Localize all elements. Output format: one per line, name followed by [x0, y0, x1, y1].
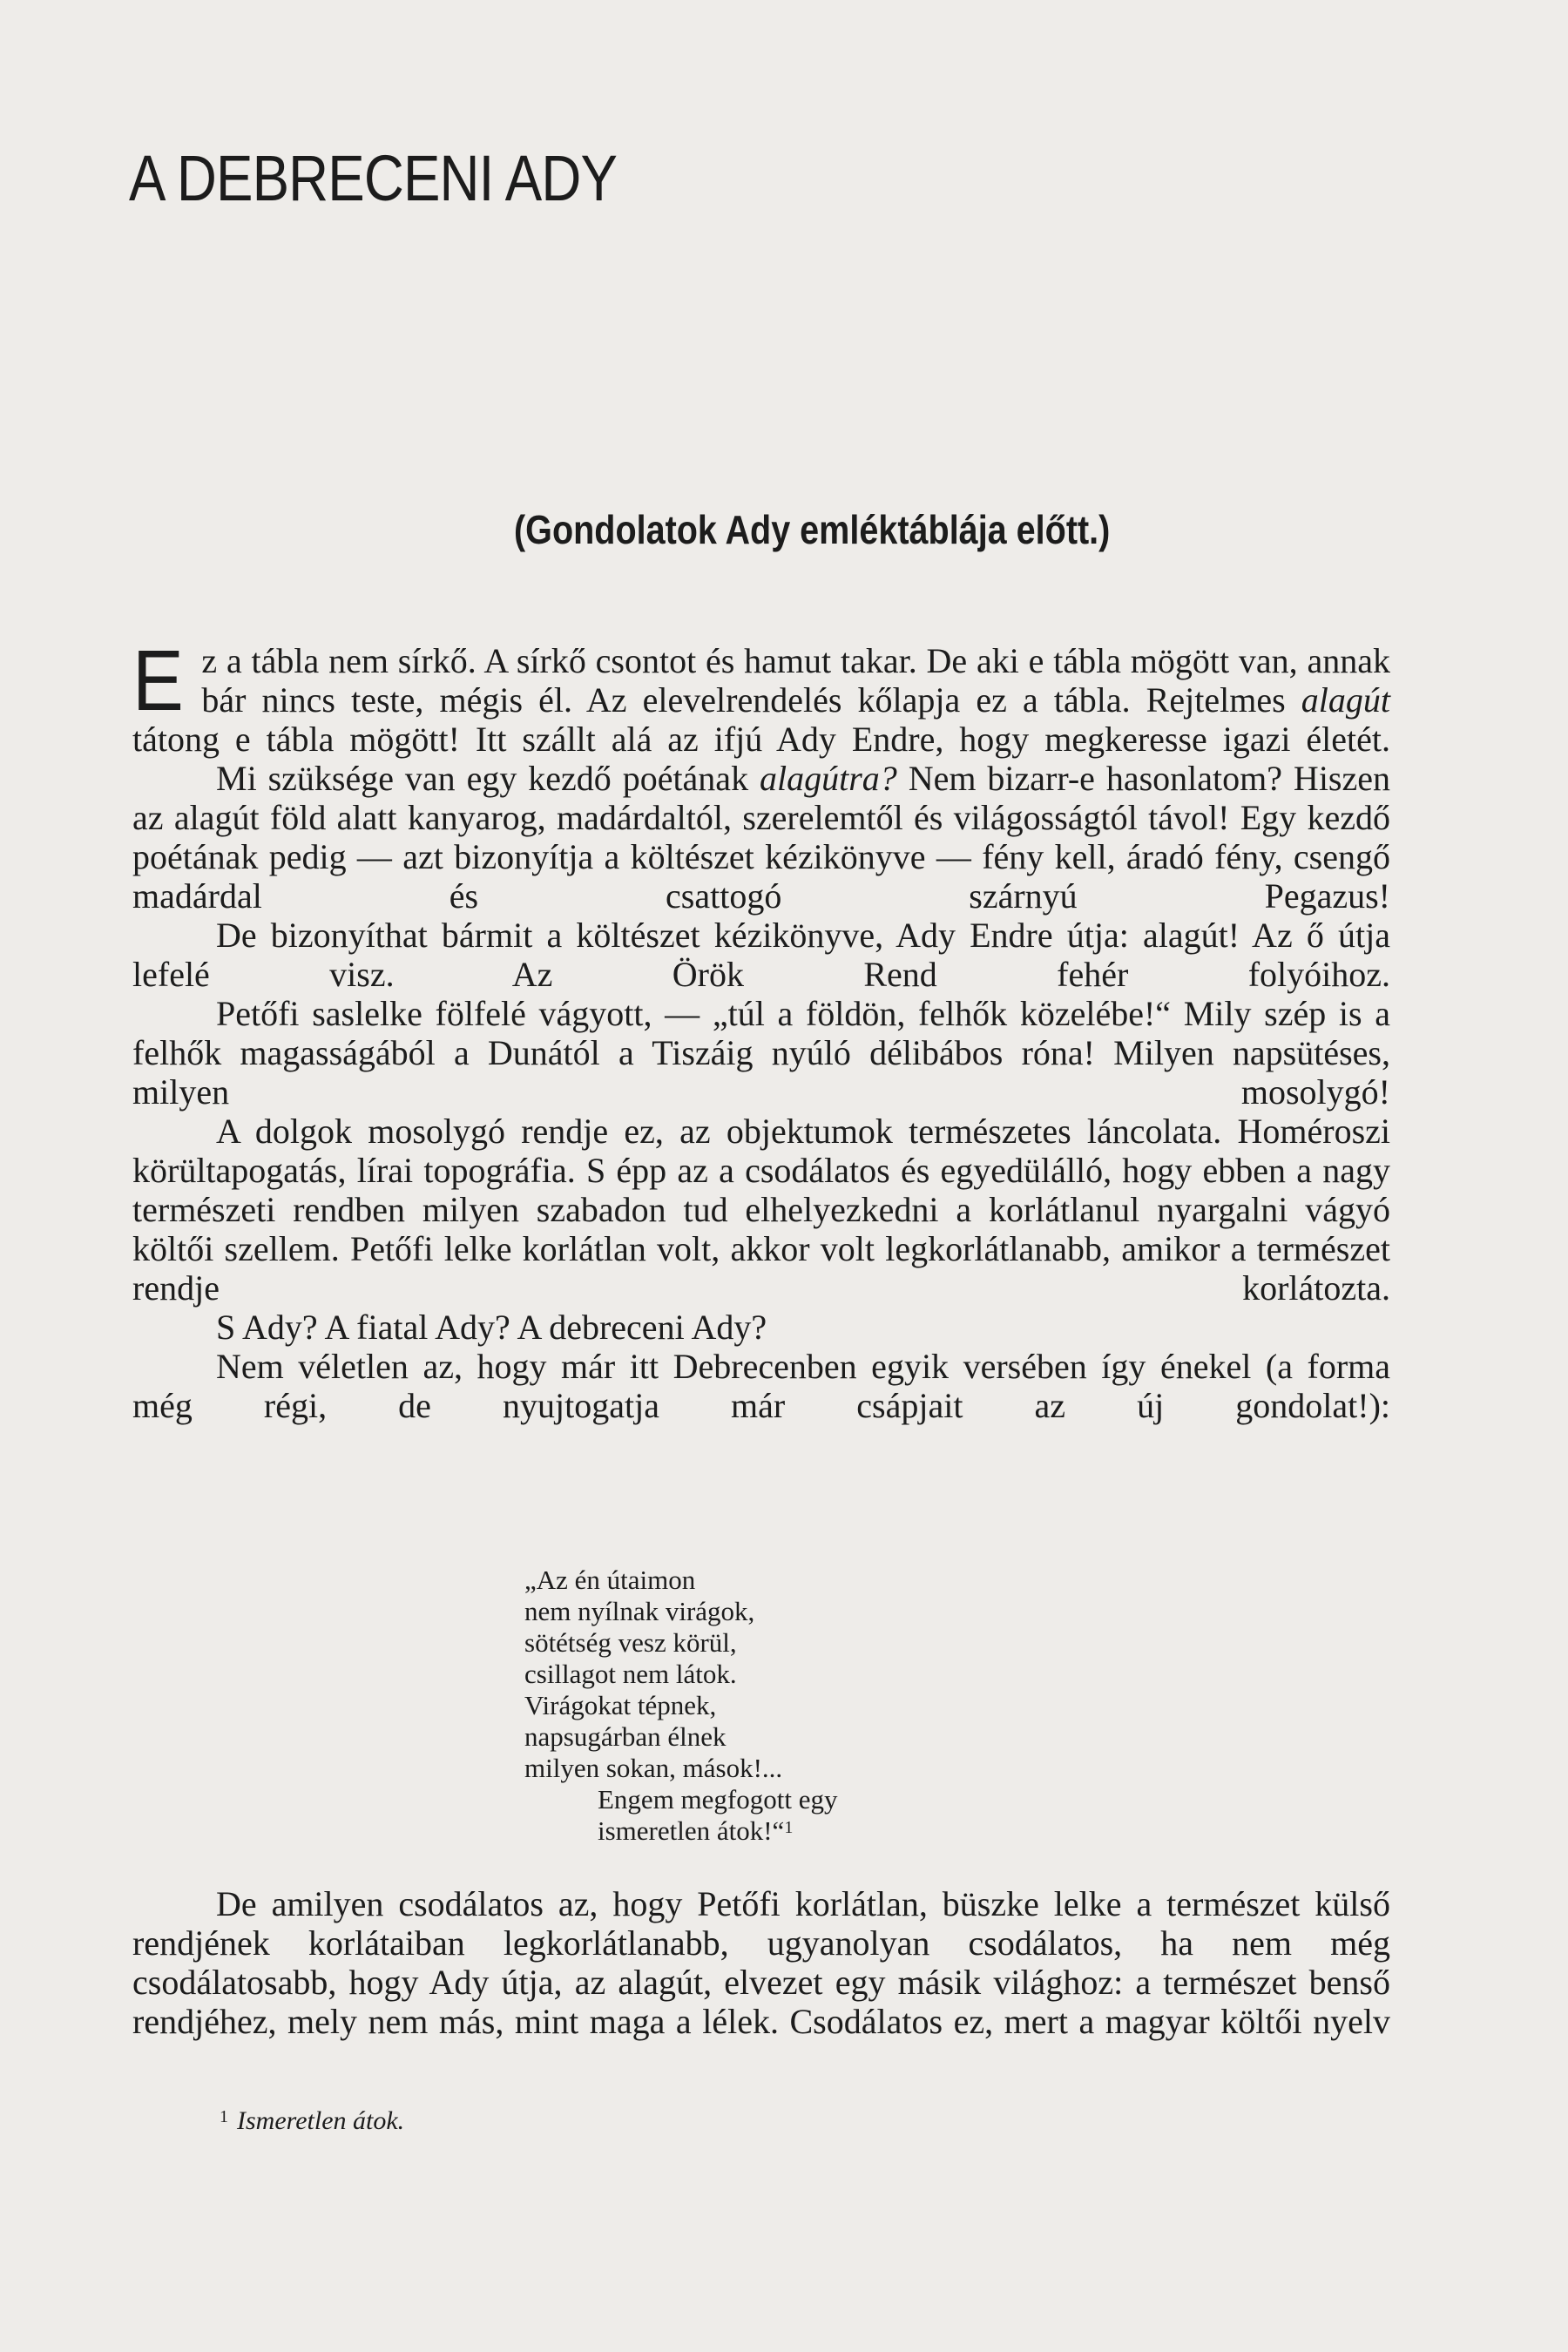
paragraph-7: Nem véletlen az, hogy már itt Debrecenben egyik versében így énekel (a forma még régi, de nyujtogatja már csápjait az új gondolat!):	[132, 1347, 1390, 1425]
footnote-reference: 1	[784, 1818, 794, 1837]
paragraph-3: De bizonyíthat bármit a költészet kézikönyve, Ady Endre útja: alagút! Az ő útja lefelé visz. Az Örök Rend fehér folyóihoz.	[132, 916, 1390, 994]
poem-line: Engem megfogott egy	[598, 1784, 838, 1815]
poem-quote	[524, 1565, 838, 1847]
footnote-number: 1	[220, 2107, 228, 2126]
footnote	[220, 2108, 404, 2134]
paragraph-2-text-a: Mi szüksége van egy kezdő poétának	[216, 759, 760, 798]
paragraph-1-text-a: z a tábla nem sírkő. A sírkő csontot és hamut takar. De aki e tábla mögött van, annak bár nincs teste, mégis él. Az elevelrendelés kőlapja ez a tábla. Rejtelmes	[201, 641, 1390, 720]
article-subtitle: (Gondolatok Ady emléktáblája előtt.)	[514, 507, 1111, 552]
poem-line: napsugárban élnek	[524, 1721, 727, 1752]
poem-last-line	[524, 1815, 838, 1847]
poem-line: ismeretlen átok!“	[598, 1815, 785, 1846]
paragraph-6: S Ady? A fiatal Ady? A debreceni Ady?	[216, 1308, 767, 1347]
drop-cap: E	[132, 632, 184, 728]
article-title: A DEBRECENI ADY	[129, 142, 618, 214]
article-body-continued	[132, 1884, 1390, 2041]
poem-line: milyen sokan, mások!...	[524, 1753, 783, 1783]
poem-line: nem nyílnak virágok,	[524, 1596, 755, 1626]
paragraph-2-italic: alagútra?	[760, 759, 897, 798]
paragraph-5: A dolgok mosolygó rendje ez, az objektumok természetes láncolata. Homéroszi körültapogatás, lírai topográfia. S épp az a csodálatos és egyedülálló, hogy ebben a nagy természeti rendben milyen szabadon tud elhelyezkedni a korlátlanul nyargalni vágyó költői szellem. Petőfi lelke korlátlan volt, akkor volt legkorlátlanabb, amikor a természet rendje korlátozta.	[132, 1112, 1390, 1308]
paragraph-2-text-b: Nem bizarr-e hasonlatom? Hiszen az alagút föld alatt kanyarog, madárdaltól, szerelemtől és világosságtól távol! Egy kezdő poétának pedig — azt bizonyítja a költészet kézikönyve — fény kell, áradó fény, csengő madárdal és csattogó szárnyú Pegazus!	[132, 759, 1391, 916]
article-body	[132, 632, 1391, 1425]
footnote-text: Ismeretlen átok.	[237, 2106, 405, 2135]
poem-line: csillagot nem látok.	[524, 1659, 737, 1689]
paragraph-1	[132, 632, 1390, 759]
poem-line: sötétség vesz körül,	[524, 1627, 737, 1658]
paragraph-1-italic: alagút	[1301, 680, 1390, 720]
poem-line: „Az én útaimon	[524, 1565, 696, 1595]
poem-line: Virágokat tépnek,	[524, 1690, 717, 1720]
paragraph-4: Petőfi saslelke fölfelé vágyott, — „túl a földön, felhők közelébe!“ Mily szép is a felhők magasságából a Dunától a Tiszáig nyúló délibábos róna! Milyen napsütéses, milyen mosolygó!	[132, 994, 1390, 1112]
paragraph-8: De amilyen csodálatos az, hogy Petőfi korlátlan, büszke lelke a természet külső rendjének korlátaiban legkorlátlanabb, ugyanolyan csodálatos, ha nem még csodálatosabb, hogy Ady útja, az alagút, elvezet egy másik világhoz: a természet benső rendjéhez, mely nem más, mint maga a lélek. Csodálatos ez, mert a magyar költői nyelv	[132, 1884, 1390, 2041]
paragraph-1-text-b: tátong e tábla mögött! Itt szállt alá az ifjú Ady Endre, hogy megkeresse igazi életét.	[132, 720, 1390, 759]
paragraph-2	[132, 759, 1390, 916]
